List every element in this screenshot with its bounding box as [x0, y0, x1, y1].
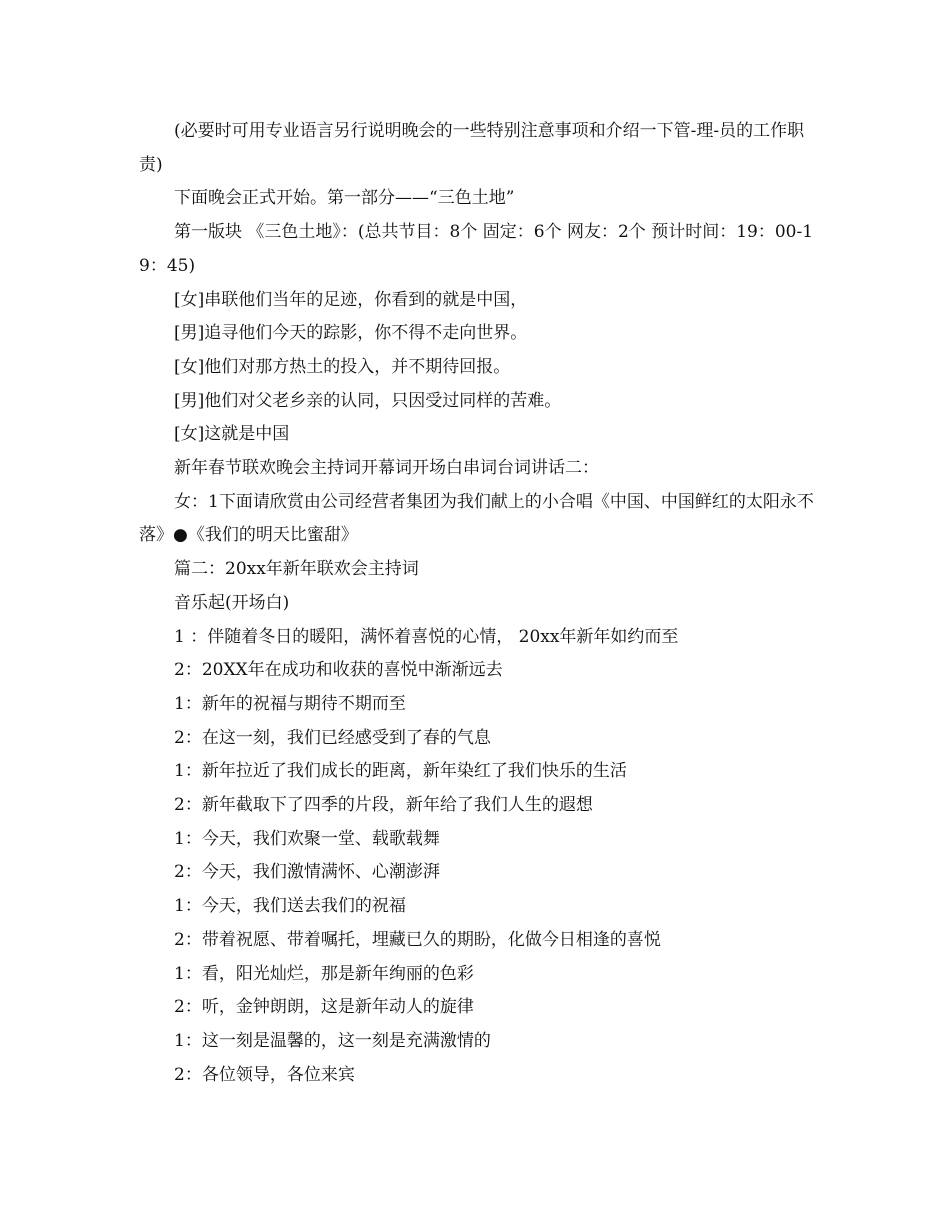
- paragraph-host-line: 2：各位领导，各位来宾: [174, 1064, 355, 1085]
- paragraph-music-opening: 音乐起(开场白): [174, 592, 290, 613]
- paragraph-note-staff-duties: (必要时可用专业语言另行说明晚会的一些特别注意事项和介绍一下管-理-员的工作职责): [139, 121, 805, 175]
- paragraph-host-line: 2：在这一刻，我们已经感受到了春的气息: [174, 727, 491, 748]
- paragraph-host-line: 1：新年拉近了我们成长的距离，新年染红了我们快乐的生活: [174, 761, 627, 782]
- paragraph-female-line-3: [女]这就是中国: [174, 424, 290, 445]
- paragraph-male-line-2: [男]他们对父老乡亲的认同，只因受过同样的苦难。: [174, 390, 562, 411]
- paragraph-host-line: 2：20XX年在成功和收获的喜悦中渐渐远去: [174, 660, 503, 681]
- paragraph-chorus-announcement: 女：1下面请欣赏由公司经营者集团为我们献上的小合唱《中国、中国鲜红的太阳永不落》●《我们的明天比蜜甜》: [139, 491, 814, 546]
- paragraph-part-one-intro: 下面晚会正式开始。第一部分——“三色土地”: [174, 188, 515, 209]
- paragraph-heading-script-two: 新年春节联欢晚会主持词开幕词开场白串词台词讲话二：: [174, 458, 599, 479]
- paragraph-host-line: 2：新年截取下了四季的片段，新年给了我们人生的遐想: [174, 795, 593, 816]
- paragraph-host-line: 1：看，阳光灿烂，那是新年绚丽的色彩: [174, 963, 474, 984]
- paragraph-host-line: 2：今天，我们激情满怀、心潮澎湃: [174, 862, 440, 883]
- paragraph-host-line: 2：听，金钟朗朗，这是新年动人的旋律: [174, 997, 474, 1018]
- paragraph-host-line: 1：今天，我们送去我们的祝福: [174, 896, 406, 917]
- document-body: [139, 115, 819, 1092]
- paragraph-host-line: 1 ：伴随着冬日的暖阳，满怀着喜悦的心情， 20xx年新年如约而至: [174, 626, 679, 647]
- paragraph-host-line: 1：今天，我们欢聚一堂、载歌载舞: [174, 828, 440, 849]
- paragraph-section-one-schedule: 第一版块 《三色土地》：(总共节目：8个 固定：6个 网友：2个 预计时间：19：00-19：45): [139, 222, 814, 276]
- paragraph-male-line-1: [男]追寻他们今天的踪影，你不得不走向世界。: [174, 323, 528, 344]
- paragraph-article-two-title: 篇二：20xx年新年联欢会主持词: [174, 559, 419, 580]
- paragraph-female-line-2: [女]他们对那方热土的投入，并不期待回报。: [174, 356, 511, 377]
- paragraph-host-line: 1：这一刻是温馨的，这一刻是充满激情的: [174, 1030, 491, 1051]
- paragraph-host-line: 2：带着祝愿、带着嘱托，埋藏已久的期盼，化做今日相逢的喜悦: [174, 929, 661, 950]
- paragraph-host-line: 1：新年的祝福与期待不期而至: [174, 693, 406, 714]
- paragraph-female-line-1: [女]串联他们当年的足迹，你看到的就是中国，: [174, 289, 528, 310]
